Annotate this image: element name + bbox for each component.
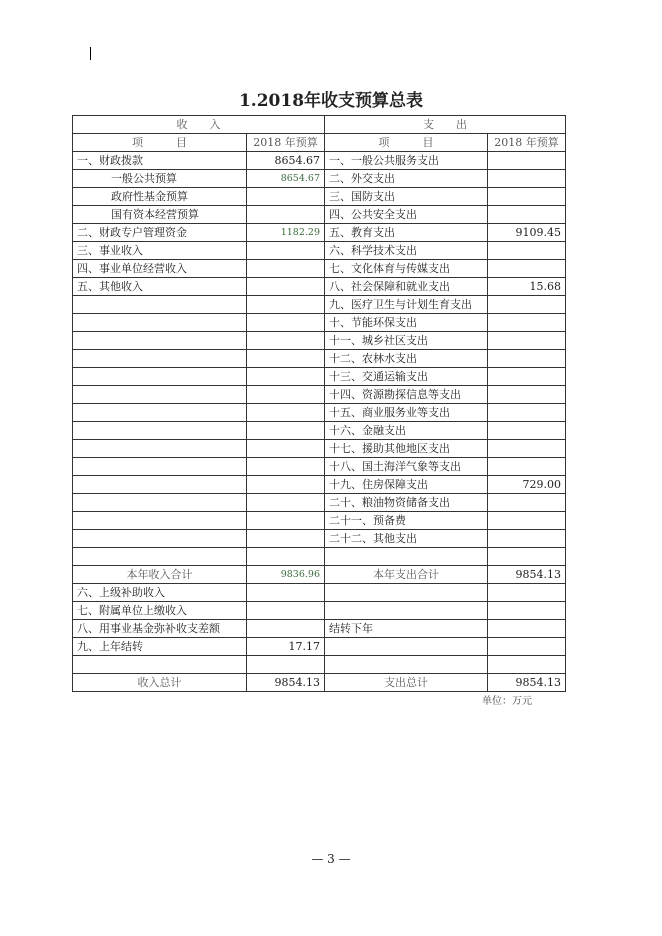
expense-budget-cell	[488, 368, 566, 386]
table-row	[73, 512, 566, 530]
table-row	[73, 440, 566, 458]
expense-budget-cell	[488, 332, 566, 350]
table-row	[73, 476, 566, 494]
expense-item-cell	[325, 602, 488, 620]
expense-budget-cell	[488, 296, 566, 314]
income-item-cell	[73, 332, 247, 350]
table-row	[73, 296, 566, 314]
income-budget-cell	[247, 422, 325, 440]
table-row	[73, 674, 566, 692]
expense-budget-cell	[488, 170, 566, 188]
income-item-cell	[73, 350, 247, 368]
income-item-cell	[73, 296, 247, 314]
income-item-cell: 收入总计	[73, 674, 247, 692]
column-header-row	[73, 134, 566, 152]
table-row	[73, 620, 566, 638]
expense-item-cell: 一、一般公共服务支出	[325, 152, 488, 170]
table-row	[73, 170, 566, 188]
expense-budget-cell	[488, 260, 566, 278]
table-row	[73, 260, 566, 278]
expense-item-cell: 十四、资源勘探信息等支出	[325, 386, 488, 404]
expense-item-cell: 结转下年	[325, 620, 488, 638]
section-header-row	[73, 116, 566, 134]
expense-item-cell: 二十一、预备费	[325, 512, 488, 530]
expense-item-cell: 四、公共安全支出	[325, 206, 488, 224]
expense-item-cell: 十三、交通运输支出	[325, 368, 488, 386]
expense-budget-header: 2018 年预算	[488, 134, 566, 152]
expense-budget-cell	[488, 656, 566, 674]
income-item-cell: 一、财政拨款	[73, 152, 247, 170]
expense-item-cell: 十九、住房保障支出	[325, 476, 488, 494]
expense-budget-cell: 9109.45	[488, 224, 566, 242]
income-item-cell: 三、事业收入	[73, 242, 247, 260]
income-item-cell	[73, 422, 247, 440]
income-item-cell: 七、附属单位上缴收入	[73, 602, 247, 620]
income-item-cell: 政府性基金预算	[73, 188, 247, 206]
expense-budget-cell: 9854.13	[488, 674, 566, 692]
expense-item-cell: 支出总计	[325, 674, 488, 692]
income-item-cell	[73, 512, 247, 530]
expense-budget-cell	[488, 602, 566, 620]
budget-summary-table	[72, 115, 566, 692]
income-item-cell: 六、上级补助收入	[73, 584, 247, 602]
income-budget-cell	[247, 602, 325, 620]
income-budget-cell: 9836.96	[247, 566, 325, 584]
expense-item-cell: 三、国防支出	[325, 188, 488, 206]
expense-budget-cell	[488, 350, 566, 368]
income-budget-cell	[247, 386, 325, 404]
expense-budget-cell	[488, 638, 566, 656]
income-budget-cell	[247, 368, 325, 386]
expense-item-cell: 八、社会保障和就业支出	[325, 278, 488, 296]
income-budget-cell	[247, 620, 325, 638]
expense-item-cell: 十二、农林水支出	[325, 350, 488, 368]
expense-budget-cell	[488, 584, 566, 602]
expense-budget-cell	[488, 422, 566, 440]
table-row	[73, 530, 566, 548]
income-item-cell	[73, 494, 247, 512]
expense-budget-cell: 15.68	[488, 278, 566, 296]
expense-budget-cell: 9854.13	[488, 566, 566, 584]
page-title: 1.2018年收支预算总表	[238, 91, 424, 111]
income-item-cell: 八、用事业基金弥补收支差额	[73, 620, 247, 638]
income-item-cell	[73, 530, 247, 548]
table-row	[73, 188, 566, 206]
expense-item-cell: 十、节能环保支出	[325, 314, 488, 332]
income-item-cell: 国有资本经营预算	[73, 206, 247, 224]
income-budget-cell: 8654.67	[247, 152, 325, 170]
income-budget-cell	[247, 512, 325, 530]
expense-budget-cell	[488, 458, 566, 476]
income-item-cell	[73, 548, 247, 566]
expense-item-cell	[325, 548, 488, 566]
income-budget-cell	[247, 476, 325, 494]
expense-item-cell: 九、医疗卫生与计划生育支出	[325, 296, 488, 314]
expense-budget-cell: 729.00	[488, 476, 566, 494]
income-budget-cell	[247, 458, 325, 476]
table-row	[73, 656, 566, 674]
unit-note: 单位：万元	[482, 696, 532, 707]
expense-budget-cell	[488, 440, 566, 458]
income-budget-cell	[247, 350, 325, 368]
table-row	[73, 422, 566, 440]
table-row	[73, 152, 566, 170]
income-budget-cell: 1182.29	[247, 224, 325, 242]
income-budget-header: 2018 年预算	[247, 134, 325, 152]
expense-budget-cell	[488, 512, 566, 530]
income-item-cell	[73, 476, 247, 494]
expense-item-cell: 七、文化体育与传媒支出	[325, 260, 488, 278]
expense-item-cell: 二十二、其他支出	[325, 530, 488, 548]
expense-budget-cell	[488, 314, 566, 332]
income-item-cell: 四、事业单位经营收入	[73, 260, 247, 278]
expense-budget-cell	[488, 242, 566, 260]
income-header: 收 入	[73, 116, 325, 134]
expense-budget-cell	[488, 206, 566, 224]
expense-item-cell: 十一、城乡社区支出	[325, 332, 488, 350]
expense-item-cell: 六、科学技术支出	[325, 242, 488, 260]
expense-header: 支 出	[325, 116, 566, 134]
expense-item-cell: 十五、商业服务业等支出	[325, 404, 488, 422]
table-row	[73, 350, 566, 368]
expense-item-cell: 二十、粮油物资储备支出	[325, 494, 488, 512]
income-item-cell: 五、其他收入	[73, 278, 247, 296]
expense-item-cell: 二、外交支出	[325, 170, 488, 188]
income-budget-cell	[247, 656, 325, 674]
income-budget-cell	[247, 494, 325, 512]
income-item-cell	[73, 404, 247, 422]
income-budget-cell	[247, 242, 325, 260]
income-budget-cell: 17.17	[247, 638, 325, 656]
expense-item-cell	[325, 638, 488, 656]
expense-budget-cell	[488, 620, 566, 638]
income-item-cell	[73, 314, 247, 332]
table-row	[73, 548, 566, 566]
table-row	[73, 494, 566, 512]
expense-budget-cell	[488, 386, 566, 404]
income-item-cell: 九、上年结转	[73, 638, 247, 656]
income-budget-cell	[247, 530, 325, 548]
expense-item-cell: 十六、金融支出	[325, 422, 488, 440]
expense-budget-cell	[488, 152, 566, 170]
expense-item-cell	[325, 584, 488, 602]
expense-budget-cell	[488, 530, 566, 548]
table-row	[73, 278, 566, 296]
expense-item-cell: 五、教育支出	[325, 224, 488, 242]
expense-budget-cell	[488, 188, 566, 206]
expense-item-cell: 十八、国土海洋气象等支出	[325, 458, 488, 476]
table-row	[73, 224, 566, 242]
income-item-cell	[73, 386, 247, 404]
income-item-header: 项 目	[73, 134, 247, 152]
income-budget-cell: 9854.13	[247, 674, 325, 692]
expense-item-cell: 十七、援助其他地区支出	[325, 440, 488, 458]
table-row	[73, 386, 566, 404]
income-budget-cell	[247, 314, 325, 332]
income-item-cell: 本年收入合计	[73, 566, 247, 584]
table-row	[73, 638, 566, 656]
income-budget-cell	[247, 206, 325, 224]
expense-item-cell: 本年支出合计	[325, 566, 488, 584]
table-row	[73, 566, 566, 584]
table-row	[73, 368, 566, 386]
expense-budget-cell	[488, 404, 566, 422]
income-budget-cell	[247, 278, 325, 296]
income-item-cell: 一般公共预算	[73, 170, 247, 188]
income-budget-cell	[247, 296, 325, 314]
expense-budget-cell	[488, 494, 566, 512]
table-row	[73, 242, 566, 260]
income-budget-cell	[247, 404, 325, 422]
income-budget-cell	[247, 188, 325, 206]
table-row	[73, 314, 566, 332]
table-row	[73, 602, 566, 620]
expense-budget-cell	[488, 548, 566, 566]
income-item-cell	[73, 458, 247, 476]
table-row	[73, 332, 566, 350]
table-row	[73, 584, 566, 602]
text-cursor	[90, 47, 91, 60]
income-item-cell: 二、财政专户管理资金	[73, 224, 247, 242]
table-row	[73, 206, 566, 224]
expense-item-cell	[325, 656, 488, 674]
page-number: — 3 —	[311, 852, 351, 866]
income-budget-cell	[247, 548, 325, 566]
table-row	[73, 458, 566, 476]
income-budget-cell	[247, 332, 325, 350]
income-budget-cell: 8654.67	[247, 170, 325, 188]
income-budget-cell	[247, 440, 325, 458]
income-budget-cell	[247, 584, 325, 602]
income-item-cell	[73, 440, 247, 458]
table-row	[73, 404, 566, 422]
income-item-cell	[73, 656, 247, 674]
income-item-cell	[73, 368, 247, 386]
expense-item-header: 项 目	[325, 134, 488, 152]
income-budget-cell	[247, 260, 325, 278]
